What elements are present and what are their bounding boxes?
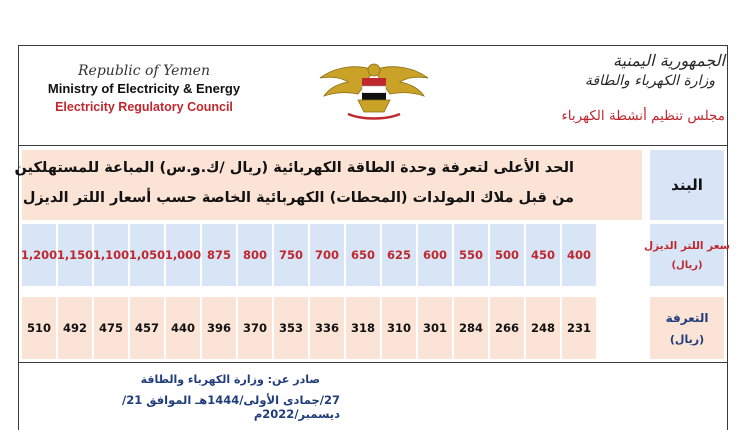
diesel-price-label: سعر اللتر الديزل	[644, 239, 730, 252]
table-title-line-2: من قبل ملاك المولدات (المحطات) الكهربائية الخاصة حسب أسعار اللتر الديزل	[22, 190, 574, 206]
price-cell: 550	[454, 224, 488, 286]
footer-divider	[18, 362, 728, 363]
ministry-title: Ministry of Electricity & Energy	[47, 81, 241, 96]
price-cell: 625	[382, 224, 416, 286]
tariff-cell: 301	[418, 297, 452, 359]
tariff-cell: 266	[490, 297, 524, 359]
price-cell: 1,200	[22, 224, 56, 286]
price-cell: 450	[526, 224, 560, 286]
header-divider	[18, 145, 728, 146]
price-cell: 1,150	[58, 224, 92, 286]
tariff-cell: 475	[94, 297, 128, 359]
tariff-cell: 510	[22, 297, 56, 359]
tariff-cell: 284	[454, 297, 488, 359]
price-cell: 700	[310, 224, 344, 286]
issuer-line: صادر عن: وزارة الكهرباء والطاقة	[140, 373, 320, 386]
tariff-label-cell	[650, 297, 724, 359]
tariff-cell: 231	[562, 297, 596, 359]
yemen-eagle-emblem-icon	[318, 60, 430, 122]
price-cell: 1,000	[166, 224, 200, 286]
price-cell: 800	[238, 224, 272, 286]
latin-header	[24, 62, 264, 116]
tariff-cell: 248	[526, 297, 560, 359]
table-title-line-1: الحد الأعلى لتعرفة وحدة الطاقة الكهربائية (ريال /ك.و.س) المباعة للمستهلكين	[14, 160, 574, 176]
diesel-price-unit: (ريال)	[671, 259, 703, 271]
diesel-price-label-cell	[644, 224, 730, 286]
tariff-cell: 353	[274, 297, 308, 359]
arabic-header	[560, 50, 725, 126]
price-cell: 400	[562, 224, 596, 286]
arabic-republic-title: الجمهورية اليمنية	[612, 51, 725, 70]
price-cell: 875	[202, 224, 236, 286]
price-cell: 650	[346, 224, 380, 286]
republic-title: Republic of Yemen	[78, 63, 210, 79]
council-title: Electricity Regulatory Council	[55, 100, 233, 114]
tariff-cell: 318	[346, 297, 380, 359]
price-cell: 500	[490, 224, 524, 286]
tariff-unit: (ريال)	[669, 332, 705, 346]
tariff-cell: 336	[310, 297, 344, 359]
item-label-cell: البند	[650, 150, 724, 220]
diesel-price-row	[22, 224, 598, 286]
price-cell: 600	[418, 224, 452, 286]
tariff-cell: 310	[382, 297, 416, 359]
arabic-council-title: مجلس تنظيم أنشطة الكهرباء	[561, 108, 725, 124]
price-cell: 1,050	[130, 224, 164, 286]
table-title-band	[14, 150, 642, 220]
tariff-cell: 492	[58, 297, 92, 359]
tariff-cell: 457	[130, 297, 164, 359]
tariff-label: التعرفة	[665, 310, 709, 325]
tariff-cell: 440	[166, 297, 200, 359]
price-cell: 750	[274, 224, 308, 286]
tariff-cell: 396	[202, 297, 236, 359]
tariff-cell: 370	[238, 297, 272, 359]
arabic-ministry-title: وزارة الكهرباء والطاقة	[584, 73, 715, 89]
date-line: 27/جمادى الأولى/1444هـ الموافق 21/ديسمبر/2022م	[122, 393, 340, 421]
price-cell: 1,100	[94, 224, 128, 286]
tariff-row	[22, 297, 598, 359]
